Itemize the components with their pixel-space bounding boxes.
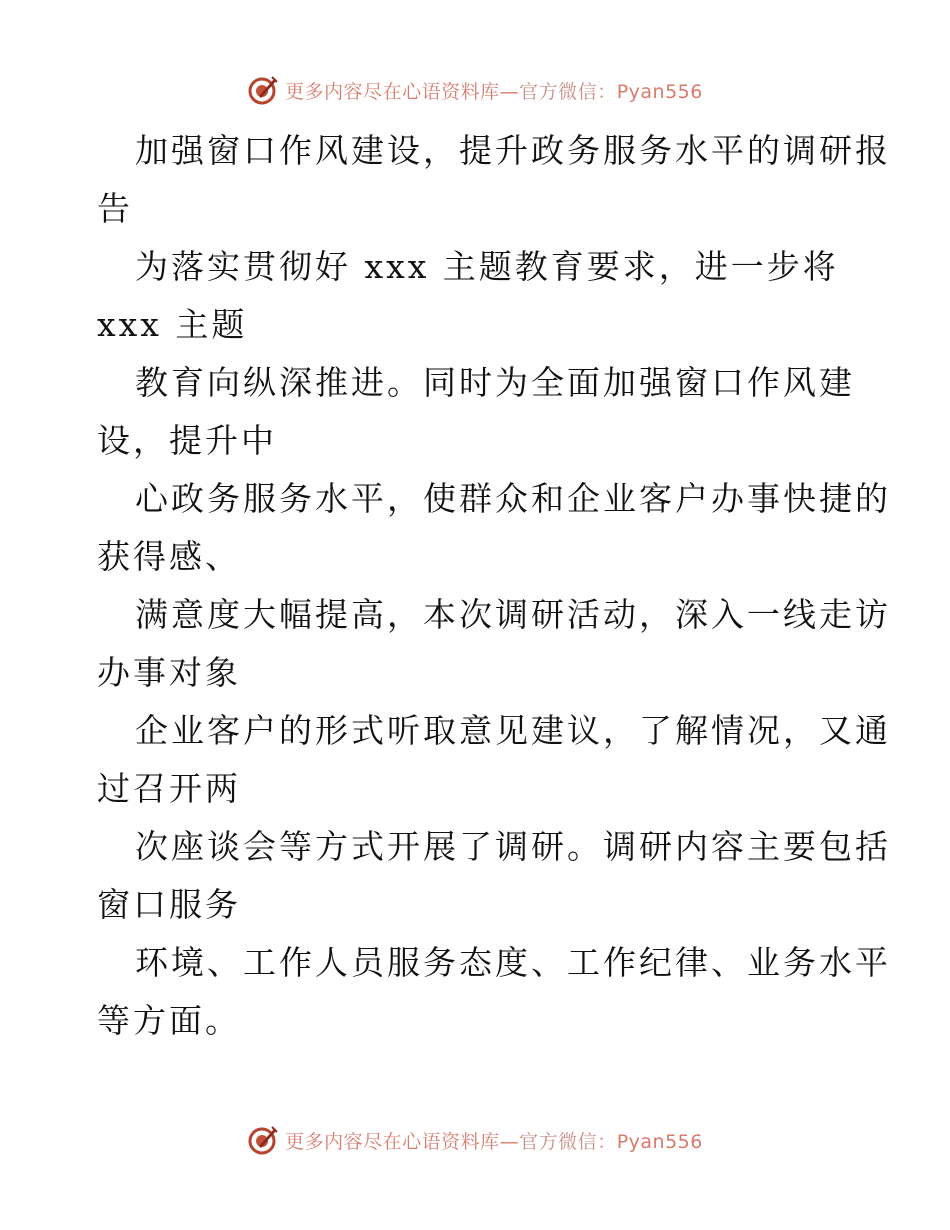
- banner-text: [285, 77, 703, 104]
- banner-site-name: 更多内容尽在心语资料库: [285, 80, 500, 103]
- paragraph-line: 环境、工作人员服务态度、工作纪律、业务水平: [135, 943, 891, 982]
- banner-wechat-id: Pyan556: [616, 1130, 703, 1153]
- paragraph-line: 设，提升中: [97, 421, 277, 460]
- banner-wechat-label: 官方微信：: [519, 80, 617, 103]
- banner-wechat-label: 官方微信：: [519, 1130, 617, 1153]
- quill-pen-logo-icon: [247, 74, 279, 106]
- paragraph-line: 企业客户的形式听取意见建议，了解情况，又通: [135, 711, 891, 750]
- paragraph-line: 窗口服务: [97, 885, 241, 924]
- paragraph-line: 过召开两: [97, 769, 241, 808]
- document-title-line: 告: [97, 189, 133, 228]
- paragraph-line: 办事对象: [97, 653, 241, 692]
- paragraph-line: 为落实贯彻好 xxx 主题教育要求，进一步将: [135, 247, 839, 286]
- header-banner: [0, 70, 950, 110]
- paragraph-line: 次座谈会等方式开展了调研。调研内容主要包括: [135, 827, 891, 866]
- paragraph-line: 满意度大幅提高，本次调研活动，深入一线走访: [135, 595, 891, 634]
- paragraph-line: xxx 主题: [97, 305, 248, 344]
- document-title-line: 加强窗口作风建设，提升政务服务水平的调研报: [135, 131, 891, 170]
- banner-separator: —: [499, 80, 520, 103]
- paragraph-line: 心政务服务水平，使群众和企业客户办事快捷的: [135, 479, 891, 518]
- paragraph-line: 获得感、: [97, 537, 241, 576]
- banner-site-name: 更多内容尽在心语资料库: [285, 1130, 500, 1153]
- footer-banner: [0, 1120, 950, 1160]
- banner-separator: —: [499, 1130, 520, 1153]
- paragraph-line: 等方面。: [97, 1001, 241, 1040]
- banner-text: [285, 1127, 703, 1154]
- document-body: [97, 122, 891, 1050]
- quill-pen-logo-icon: [247, 1124, 279, 1156]
- banner-wechat-id: Pyan556: [616, 80, 703, 103]
- paragraph-line: 教育向纵深推进。同时为全面加强窗口作风建: [135, 363, 855, 402]
